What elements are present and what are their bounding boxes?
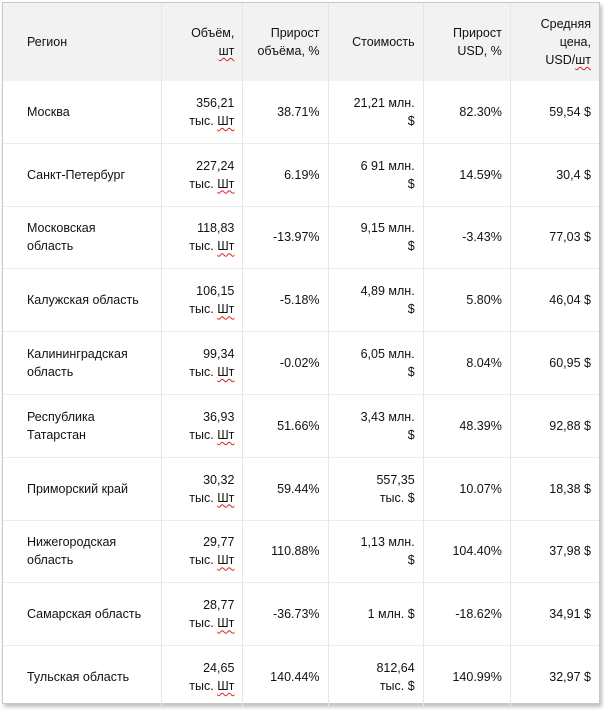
cell-volume [162,582,243,645]
cell-region [3,268,162,331]
usd-growth-value: 82.30% [459,104,502,119]
region-name-line1: Калужская область [27,293,139,308]
region-name-line1: Москва [27,104,70,119]
volume-growth-value: -36.73% [272,607,320,622]
cell-volume [162,331,243,394]
region-name-line1: Тульская область [27,670,130,685]
cell-cost [329,331,424,394]
cell-region [3,331,162,394]
table-frame [2,2,600,704]
cell-cost [329,582,424,645]
region-name-line1: Санкт-Петербург [27,167,126,182]
cell-volume-growth [243,394,328,457]
cell-volume-growth [243,206,328,269]
cell-cost [329,645,424,708]
header-region-label: Регион [27,35,68,49]
region-name-line1: Приморский край [27,481,128,496]
table-body [3,81,599,708]
cell-cost [329,268,424,331]
volume-growth-value: 51.66% [277,418,320,433]
volume-unit: Шт [217,679,235,694]
cell-volume-growth [243,331,328,394]
volume-unit: Шт [217,176,235,191]
volume-number: 227,24 [196,158,235,173]
cell-cost [329,143,424,206]
cell-usd-growth [424,331,511,394]
volume-number: 29,77 [203,535,235,550]
region-name-line2: область [27,553,74,568]
volume-prefix: тыс. [189,553,218,568]
cell-volume-growth [243,143,328,206]
volume-number: 106,15 [196,284,235,299]
region-name-line2: Татарстан [27,427,86,442]
avg-price-value: 60,95 $ [549,356,591,371]
header-cost-label: Стоимость [352,35,415,49]
volume-number: 356,21 [196,95,235,110]
volume-prefix: тыс. [189,616,218,631]
cell-volume [162,81,243,143]
volume-prefix: тыс. [189,113,218,128]
volume-prefix: тыс. [189,427,218,442]
table-row [3,268,599,331]
usd-growth-value: 5.80% [466,293,502,308]
volume-prefix: тыс. [189,679,218,694]
cell-region [3,645,162,708]
region-name-line2: область [27,365,74,380]
header-region [3,3,162,81]
usd-growth-value: 8.04% [466,356,502,371]
volume-growth-value: -0.02% [279,356,320,371]
cell-volume-growth [243,457,328,520]
usd-growth-value: 104.40% [452,544,502,559]
cell-cost [329,520,424,583]
cost-line2: $ [407,176,415,191]
volume-number: 24,65 [203,661,235,676]
avg-price-value: 30,4 $ [556,167,591,182]
header-volume-growth-line2: объёма, % [257,44,320,58]
cell-cost [329,394,424,457]
cell-volume [162,206,243,269]
avg-price-value: 32,97 $ [549,670,591,685]
header-cost [329,3,424,81]
volume-prefix: тыс. [189,490,218,505]
cost-line1: 3,43 млн. [360,409,415,424]
cell-usd-growth [424,394,511,457]
volume-growth-value: 38.71% [277,104,320,119]
header-row [3,3,599,81]
cell-region [3,143,162,206]
volume-prefix: тыс. [189,176,218,191]
table-row [3,520,599,583]
cost-line2: $ [407,427,415,442]
header-usd-growth-line2: USD, % [457,44,502,58]
volume-unit: Шт [217,365,235,380]
cell-volume [162,520,243,583]
region-name-line1: Республика [27,409,95,424]
usd-growth-value: 140.99% [452,670,502,685]
cost-line2: $ [407,553,415,568]
cost-line1: 6 91 млн. [360,158,415,173]
usd-growth-value: 14.59% [459,167,502,182]
volume-unit: Шт [217,427,235,442]
table-row [3,645,599,708]
avg-price-value: 37,98 $ [549,544,591,559]
cell-avg-price [511,582,599,645]
region-name-line1: Московская [27,221,96,236]
cell-volume [162,268,243,331]
volume-growth-value: 59.44% [277,481,320,496]
usd-growth-value: -18.62% [455,607,502,622]
cell-volume-growth [243,582,328,645]
cell-volume [162,143,243,206]
volume-growth-value: 6.19% [284,167,320,182]
usd-growth-value: 48.39% [459,418,502,433]
volume-number: 28,77 [203,598,235,613]
header-avg-price-line2: цена, [559,35,591,49]
cell-usd-growth [424,520,511,583]
cell-region [3,582,162,645]
region-name-line2: область [27,239,74,254]
header-avg-price-line1: Средняя [540,17,591,31]
volume-prefix: тыс. [189,239,218,254]
cell-avg-price [511,143,599,206]
cell-region [3,394,162,457]
header-usd-growth [424,3,511,81]
table-row [3,582,599,645]
volume-unit: Шт [217,239,235,254]
usd-growth-value: -3.43% [462,230,502,245]
cell-region [3,457,162,520]
cost-line1: 4,89 млн. [360,284,415,299]
cell-usd-growth [424,268,511,331]
cost-line2: $ [407,113,415,128]
cost-line1: 557,35 [376,472,415,487]
header-volume-growth [243,3,328,81]
header-avg-price [511,3,599,81]
volume-number: 99,34 [203,347,235,362]
header-volume-line1: Объём, [191,26,235,40]
volume-unit: Шт [217,553,235,568]
volume-number: 118,83 [197,221,235,236]
table-row [3,394,599,457]
header-avg-price-line3-prefix: USD/ [545,53,576,67]
volume-unit: Шт [217,490,235,505]
cell-cost [329,206,424,269]
header-volume-unit: шт [218,44,235,58]
cell-usd-growth [424,645,511,708]
cell-region [3,206,162,269]
cost-line1: 1 млн. $ [367,607,415,622]
table-row [3,457,599,520]
cell-avg-price [511,457,599,520]
header-avg-price-line3-unit: шт [575,53,591,67]
region-name-line1: Самарская область [27,607,142,622]
avg-price-value: 18,38 $ [549,481,591,496]
cell-region [3,520,162,583]
table-row [3,331,599,394]
cost-line2: $ [407,239,415,254]
header-usd-growth-line1: Прирост [453,26,502,40]
cell-avg-price [511,81,599,143]
cell-avg-price [511,206,599,269]
cell-avg-price [511,394,599,457]
cost-line2: тыс. $ [379,490,415,505]
cost-line1: 9,15 млн. [360,221,415,236]
cell-cost [329,457,424,520]
avg-price-value: 77,03 $ [549,230,591,245]
table-row [3,206,599,269]
cost-line1: 21,21 млн. [353,95,415,110]
regions-table [3,3,599,708]
avg-price-value: 46,04 $ [549,293,591,308]
volume-number: 36,93 [203,409,235,424]
cell-region [3,81,162,143]
volume-unit: Шт [217,616,235,631]
cell-avg-price [511,331,599,394]
cost-line2: тыс. $ [379,679,415,694]
volume-number: 30,32 [203,472,235,487]
volume-unit: Шт [217,302,235,317]
cell-usd-growth [424,143,511,206]
table-row [3,143,599,206]
volume-growth-value: -5.18% [279,293,320,308]
avg-price-value: 92,88 $ [549,418,591,433]
avg-price-value: 34,91 $ [549,607,591,622]
cell-usd-growth [424,457,511,520]
cell-volume-growth [243,81,328,143]
header-volume-growth-line1: Прирост [270,26,320,40]
cell-volume [162,645,243,708]
volume-growth-value: 140.44% [270,670,320,685]
region-name-line1: Нижегородская [27,535,117,550]
volume-growth-value: -13.97% [272,230,320,245]
cell-volume-growth [243,645,328,708]
cell-avg-price [511,520,599,583]
cell-volume-growth [243,268,328,331]
cost-line2: $ [407,302,415,317]
cell-volume [162,457,243,520]
cell-avg-price [511,268,599,331]
cost-line1: 812,64 [376,661,415,676]
volume-prefix: тыс. [189,302,218,317]
cost-line1: 1,13 млн. [360,535,415,550]
cost-line1: 6,05 млн. [360,347,415,362]
volume-unit: Шт [217,113,235,128]
cell-usd-growth [424,582,511,645]
cell-volume-growth [243,520,328,583]
avg-price-value: 59,54 $ [549,104,591,119]
cell-cost [329,81,424,143]
cell-usd-growth [424,206,511,269]
cell-avg-price [511,645,599,708]
table-row [3,81,599,143]
usd-growth-value: 10.07% [459,481,502,496]
volume-growth-value: 110.88% [271,544,320,559]
volume-prefix: тыс. [189,365,218,380]
header-volume [162,3,243,81]
cell-usd-growth [424,81,511,143]
cost-line2: $ [407,365,415,380]
region-name-line1: Калининградская [27,347,128,362]
cell-volume [162,394,243,457]
